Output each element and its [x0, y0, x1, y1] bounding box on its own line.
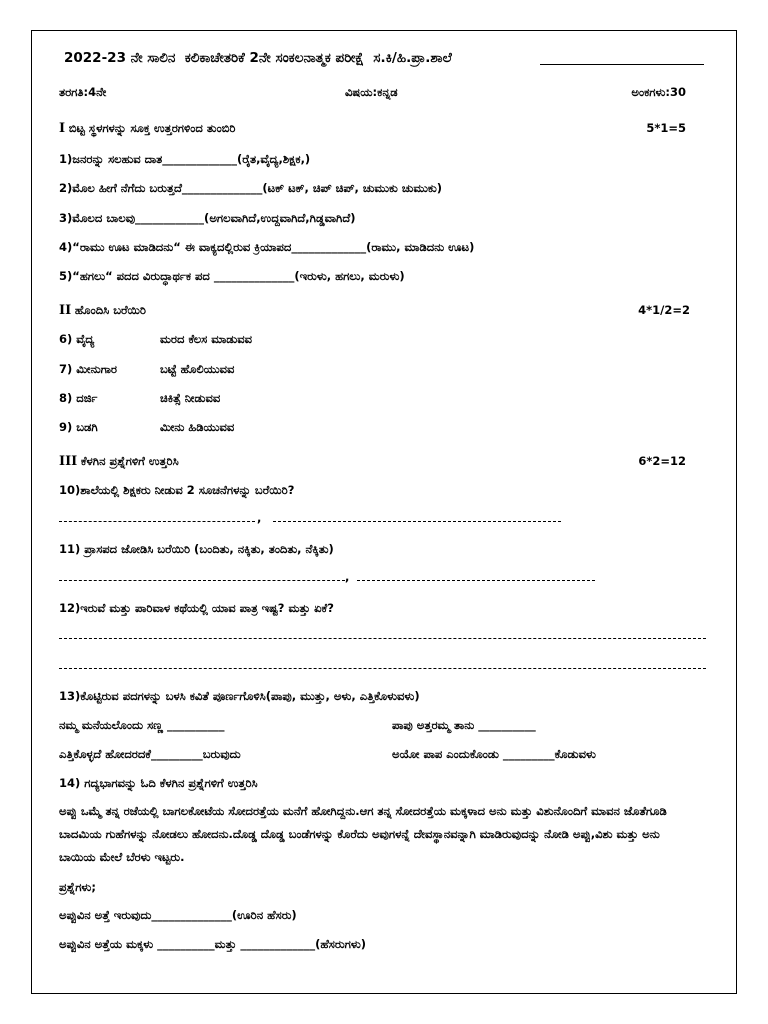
question-2: 2)ಮೊಲ ಹೀಗೆ ನೆಗೆದು ಬರುತ್ತದೆ______________(ಟಕ್ ಟಕ್, ಚಿಪ್ ಚಿಪ್, ಚುಮುಕು ಚುಮುಕು): [59, 181, 443, 195]
question-4: 4)“ರಾಮು ಊಟ ಮಾಡಿದನು“ ಈ ವಾಕ್ಯದಲ್ಲಿರುವ ಕ್ರಿಯಾಪದ_____________(ರಾಮು, ಮಾಡಿದನು ಊಟ): [59, 240, 475, 254]
poem-line-1-left: ನಮ್ಮ ಮನೆಯಲೊಂದು ಸಣ್ಣ __________: [59, 718, 225, 732]
question-14: 14) ಗದ್ಯಭಾಗವನ್ನು ಓದಿ ಕೆಳಗಿನ ಪ್ರಶ್ನೆಗಳಿಗೆ ಉತ್ತರಿಸಿ: [59, 776, 258, 790]
match-left-8: 8) ದರ್ಜಿ: [59, 391, 98, 405]
answer-11-separator: ,: [345, 570, 350, 584]
poem-line-2-right: ಅಯೋ ಪಾಪ ಎಂದುಕೊಂಡು _________ಕೊಡುವಳು: [392, 747, 596, 761]
question-13: 13)ಕೊಟ್ಟಿರುವ ಪದಗಳನ್ನು ಬಳಸಿ ಕವಿತೆ ಪೂರ್ಣಗೊಳಿಸಿ(ಪಾಪು, ಮುತ್ತು, ಅಳು, ಎತ್ತಿಕೊಳುವಳು): [59, 689, 420, 703]
match-left-9: 9) ಬಡಗಿ: [59, 420, 98, 434]
question-5: 5)“ಹಗಲು“ ಪದದ ವಿರುದ್ಧಾರ್ಥಕ ಪದ ______________(ಇರುಳು, ಹಗಲು, ಮರುಳು): [59, 269, 405, 283]
question-14a: ಅಪ್ಪುವಿನ ಅತ್ತೆ ಇರುವುದು______________(ಊರಿನ ಹೆಸರು): [59, 908, 297, 922]
poem-line-2-left: ಎತ್ತಿಕೊಳ್ಳದೆ ಹೋದರದಕೆ_________ಬರುವುದು: [59, 747, 241, 761]
subject-label: ವಿಷಯ:ಕನ್ನಡ: [345, 85, 398, 99]
section2-title: ಹೊಂದಿಸಿ ಬರೆಯಿರಿ: [74, 303, 146, 317]
question-1: 1)ಜನರನ್ನು ಸಲಹುವ ದಾತ_____________(ರೈತ,ವೈದ್ಯ,ಶಿಕ್ಷಕ,): [59, 152, 311, 166]
match-right-7: ಬಟ್ಟೆ ಹೊಲಿಯುವವ: [160, 362, 235, 376]
question-11: 11) ಪ್ರಾಸಪದ ಜೋಡಿಸಿ ಬರೆಯಿರಿ (ಬಂದಿತು, ನಕ್ಕಿತು, ತಂದಿತು, ನೆಕ್ಕಿತು): [59, 542, 334, 556]
section3-title: ಕೆಳಗಿನ ಪ್ರಶ್ನೆಗಳಿಗೆ ಉತ್ತರಿಸಿ: [80, 454, 179, 468]
section1-marks: 5*1=5: [646, 121, 686, 135]
section1-title: ಬಿಟ್ಟ ಸ್ಥಳಗಳನ್ನು ಸೂಕ್ತ ಉತ್ತರಗಳಿಂದ ತುಂಬಿರಿ: [68, 121, 236, 135]
poem-line-1-right: ಪಾಪು ಅತ್ತರಮ್ಮ ತಾನು __________: [392, 718, 536, 732]
answer-10a-line: [59, 521, 255, 522]
answer-11b-line: [357, 580, 595, 581]
question-12: 12)ಇರುವೆ ಮತ್ತು ಪಾರಿವಾಳ ಕಥೆಯಲ್ಲಿ ಯಾವ ಪಾತ್ರ ಇಷ್ಟ? ಮತ್ತು ಏಕೆ?: [59, 601, 334, 615]
section3-roman: III: [59, 454, 78, 469]
match-left-7: 7) ಮೀನುಗಾರ: [59, 362, 117, 376]
reading-passage: ಅಪ್ಪು ಒಮ್ಮೆ ತನ್ನ ರಜೆಯಲ್ಲಿ ಬಾಗಲಕೋಟೆಯ ಸೋದರತ್ತೆಯ ಮನೆಗೆ ಹೋಗಿದ್ದನು.ಆಗ ತನ್ನ ಸೋದರತ್ತೆಯ ಮಕ್ಕಳಾದ ಅನು ಮತ್ತು ವಿಶುನೊಂದಿಗೆ ಮಾವನ ಜೊತೆಗೂಡಿ ಬಾದಮಿಯ ಗುಹೆಗಳನ್ನು ನೋಡಲು ಹೋದನು.ದೊಡ್ಡ ದೊಡ್ಡ ಬಂಡೆಗಳನ್ನು ಕೊರೆದು ಅವುಗಳನ್ನೆ ದೇವಸ್ಥಾನವನ್ನಾಗಿ ಮಾಡಿರುವುದನ್ನು ನೋಡಿ ಅಪ್ಪು,ವಿಶು ಮತ್ತು ಅನು ಬಾಯಿಯ ಮೇಲೆ ಬೆರಳು ಇಟ್ಟರು.: [59, 804, 667, 864]
match-right-9: ಮೀನು ಹಿಡಿಯುವವ: [160, 420, 235, 434]
class-label: ತರಗತಿ:4ನೇ: [59, 85, 107, 99]
answer-10b-line: [273, 521, 561, 522]
answer-12b-line: [59, 668, 706, 669]
match-left-6: 6) ವೈದ್ಯ: [59, 332, 95, 346]
answer-10-separator: ,: [257, 511, 262, 525]
question-10: 10)ಶಾಲೆಯಲ್ಲಿ ಶಿಕ್ಷಕರು ನೀಡುವ 2 ಸೂಚನೆಗಳನ್ನು ಬರೆಯಿರಿ?: [59, 483, 295, 497]
answer-12a-line: [59, 638, 706, 639]
match-right-8: ಚಿಕಿತ್ಸೆ ನೀಡುವವ: [160, 391, 221, 405]
match-right-6: ಮರದ ಕೆಲಸ ಮಾಡುವವ: [160, 332, 253, 346]
section2-heading: [59, 302, 146, 319]
section3-marks: 6*2=12: [638, 454, 686, 468]
questions-label: ಪ್ರಶ್ನೆಗಳು;: [59, 880, 96, 894]
question-14b: ಅಪ್ಪುವಿನ ಅತ್ತೆಯ ಮಕ್ಕಳು __________ಮತ್ತು _____________(ಹೆಸರುಗಳು): [59, 937, 367, 951]
section1-heading: [59, 120, 235, 137]
school-name-blank: [540, 64, 704, 65]
section2-marks: 4*1/2=2: [638, 303, 690, 317]
answer-11a-line: [59, 580, 345, 581]
question-3: 3)ಮೊಲದ ಬಾಲವು____________(ಅಗಲವಾಗಿದೆ,ಉದ್ದವಾಗಿದೆ,ಗಿಡ್ಡವಾಗಿದೆ): [59, 211, 356, 225]
marks-label: ಅಂಕಗಳು:30: [631, 85, 686, 99]
section3-heading: [59, 453, 179, 470]
section1-roman: I: [59, 121, 66, 136]
section2-roman: II: [59, 303, 72, 318]
exam-title: 2022-23 ನೇ ಸಾಲಿನ ಕಲಿಕಾಚೇತರಿಕೆ 2ನೇ ಸಂಕಲನಾತ್ಮಕ ಪರೀಕ್ಷೆ ಸ.ಕಿ/ಹಿ.ಪ್ರಾ.ಶಾಲೆ: [64, 50, 452, 66]
